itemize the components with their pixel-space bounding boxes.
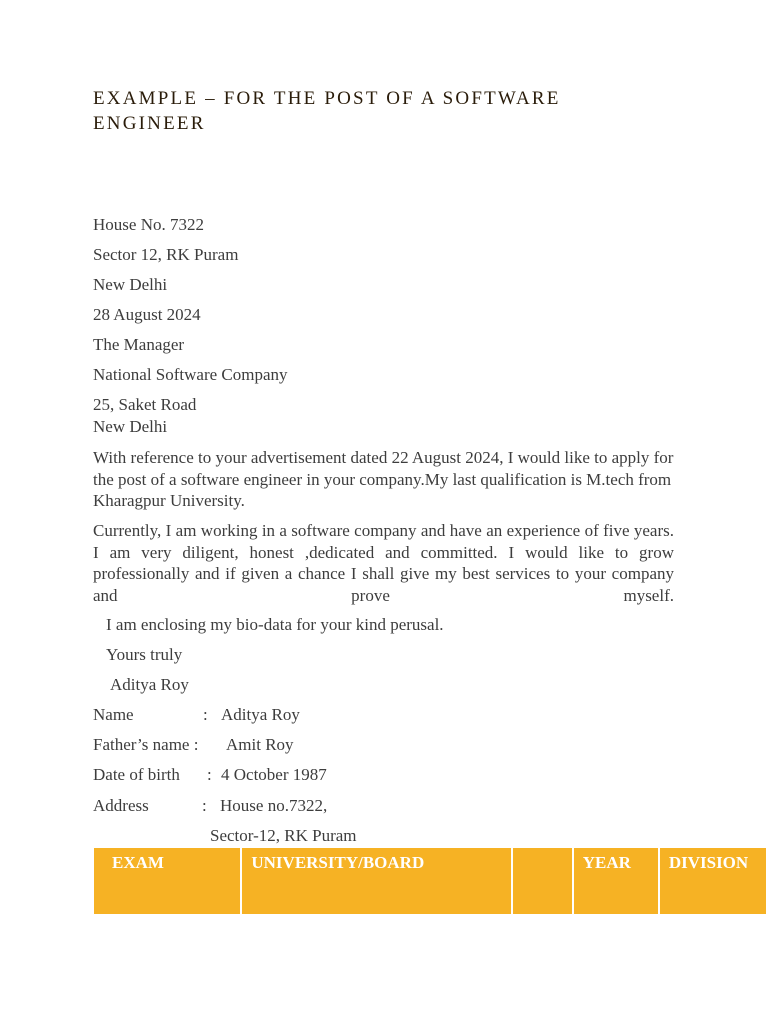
column-header-division: DIVISION	[660, 848, 766, 914]
biodata-address-label: Address	[93, 796, 149, 815]
biodata-father-label: Father’s name :	[93, 735, 199, 754]
biodata-address-line2: Sector-12, RK Puram	[210, 826, 357, 845]
body-paragraph-experience: Currently, I am working in a software company and have an experience of five years. I am very diligent, honest ,dedicated and committed. I would like to grow professionally and if given a chance I shall give my best services to your company and prove myself.	[93, 521, 674, 605]
sender-house: House No. 7322	[93, 215, 204, 234]
biodata-dob-separator: :	[207, 765, 212, 784]
sender-sector: Sector 12, RK Puram	[93, 245, 239, 264]
biodata-dob-label: Date of birth	[93, 765, 180, 784]
body-paragraph-enclosure: I am enclosing my bio-data for your kind perusal.	[106, 615, 444, 634]
biodata-address-line1: House no.7322,	[220, 796, 328, 815]
biodata-name-value: Aditya Roy	[221, 705, 300, 724]
biodata-father-value: Amit Roy	[226, 735, 294, 754]
column-header-year: YEAR	[574, 848, 658, 914]
recipient-street: 25, Saket Road	[93, 395, 197, 414]
biodata-name-label: Name	[93, 705, 134, 724]
column-header-blank	[513, 848, 572, 914]
column-header-exam: EXAM	[94, 848, 240, 914]
column-header-university: UNIVERSITY/BOARD	[242, 848, 510, 914]
biodata-dob-value: 4 October 1987	[221, 765, 327, 784]
biodata-address-separator: :	[202, 796, 207, 815]
sender-city: New Delhi	[93, 275, 168, 294]
body-paragraph-reference: With reference to your advertisement dated 22 August 2024, I would like to apply for the post of a software engineer in your company.My last qualification is M.tech from Kharagpur University.	[93, 448, 674, 510]
signature-name: Aditya Roy	[110, 675, 189, 694]
closing-salutation: Yours truly	[106, 645, 183, 664]
biodata-name-separator: :	[203, 705, 208, 724]
page-title: EXAMPLE – FOR THE POST OF A SOFTWARE ENGINEER	[93, 88, 561, 134]
education-table	[92, 848, 768, 914]
recipient-city: New Delhi	[93, 417, 168, 436]
letter-date: 28 August 2024	[93, 305, 201, 324]
recipient-company: National Software Company	[93, 365, 288, 384]
education-table-header-row	[94, 848, 766, 914]
recipient-designation: The Manager	[93, 335, 185, 354]
